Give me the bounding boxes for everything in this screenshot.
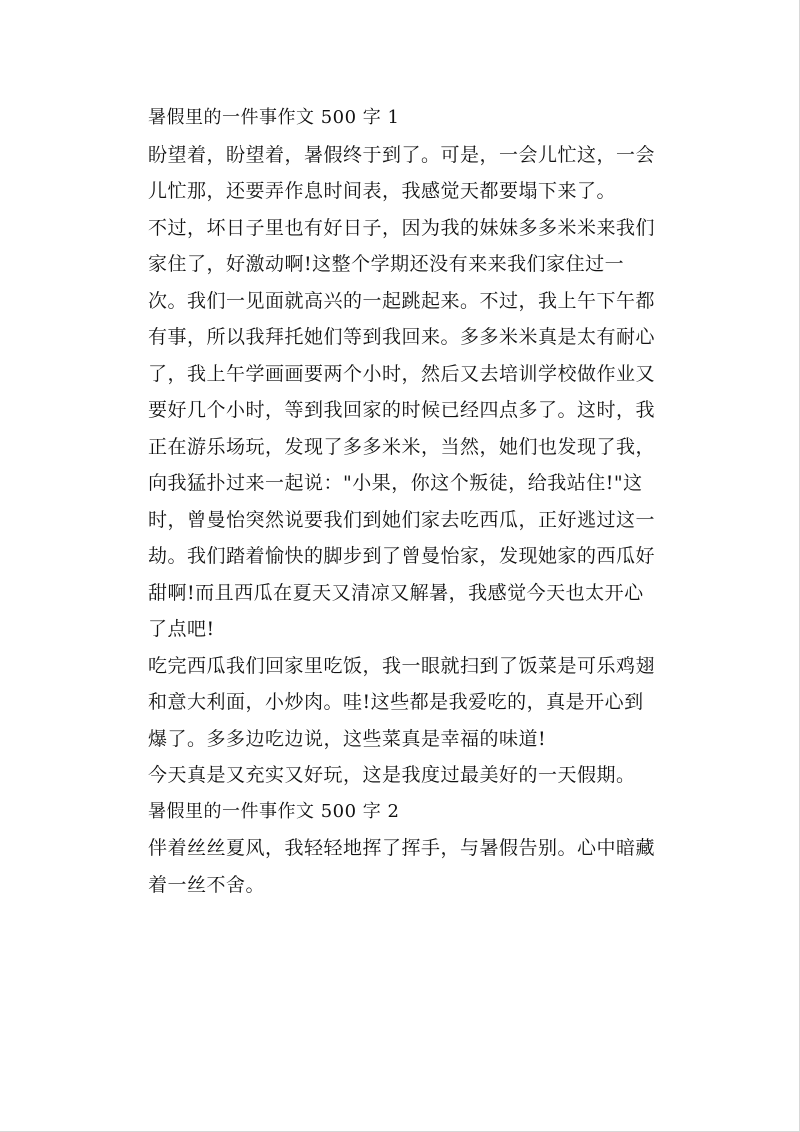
document-body — [148, 100, 656, 903]
paragraph-line: 儿忙那，还要弄作息时间表，我感觉天都要塌下来了。 — [148, 180, 617, 202]
paragraph-line: 劫。我们踏着愉快的脚步到了曾曼怡家，发现她家的西瓜好 — [148, 545, 656, 567]
paragraph-line: 要好几个小时，等到我回家的时候已经四点多了。这时，我 — [148, 399, 656, 421]
paragraph-line: 家住了，好激动啊!这整个学期还没有来来我们家住过一 — [148, 253, 625, 275]
paragraph-line: 伴着丝丝夏风，我轻轻地挥了挥手，与暑假告别。心中暗藏 — [148, 837, 656, 859]
essay-title-2: 暑假里的一件事作文 500 字 2 — [148, 800, 400, 822]
paragraph-line: 了，我上午学画画要两个小时，然后又去培训学校做作业又 — [148, 362, 656, 385]
paragraph-line: 有事，所以我拜托她们等到我回来。多多米米真是太有耐心 — [148, 326, 656, 348]
paragraph-line: 次。我们一见面就高兴的一起跳起来。不过，我上午下午都 — [148, 289, 656, 312]
paragraph-line: 正在游乐场玩，发现了多多米米，当然，她们也发现了我， — [148, 435, 656, 458]
paragraph-line: 爆了。多多边吃边说，这些菜真是幸福的味道! — [148, 727, 547, 750]
paragraph-line: 和意大利面，小炒肉。哇!这些都是我爱吃的，真是开心到 — [148, 691, 644, 713]
paragraph-line: 时，曾曼怡突然说要我们到她们家去吃西瓜，正好逃过这一 — [148, 508, 656, 531]
essay-title-1: 暑假里的一件事作文 500 字 1 — [148, 107, 400, 128]
paragraph-line: 今天真是又充实又好玩，这是我度过最美好的一天假期。 — [148, 764, 636, 786]
paragraph-line: 了点吧! — [148, 618, 215, 640]
paragraph-line: 吃完西瓜我们回家里吃饭，我一眼就扫到了饭菜是可乐鸡翅 — [148, 654, 656, 677]
paragraph-line: 向我猛扑过来一起说："小果，你这个叛徒，给我站住!"这 — [148, 472, 643, 494]
paragraph-line: 着一丝不舍。 — [148, 873, 266, 896]
paragraph-line: 盼望着，盼望着，暑假终于到了。可是，一会儿忙这，一会 — [148, 143, 656, 166]
paragraph-line: 不过，坏日子里也有好日子，因为我的妹妹多多米米来我们 — [148, 216, 656, 239]
paragraph-line: 甜啊!而且西瓜在夏天又清凉又解暑，我感觉今天也太开心 — [148, 581, 644, 604]
